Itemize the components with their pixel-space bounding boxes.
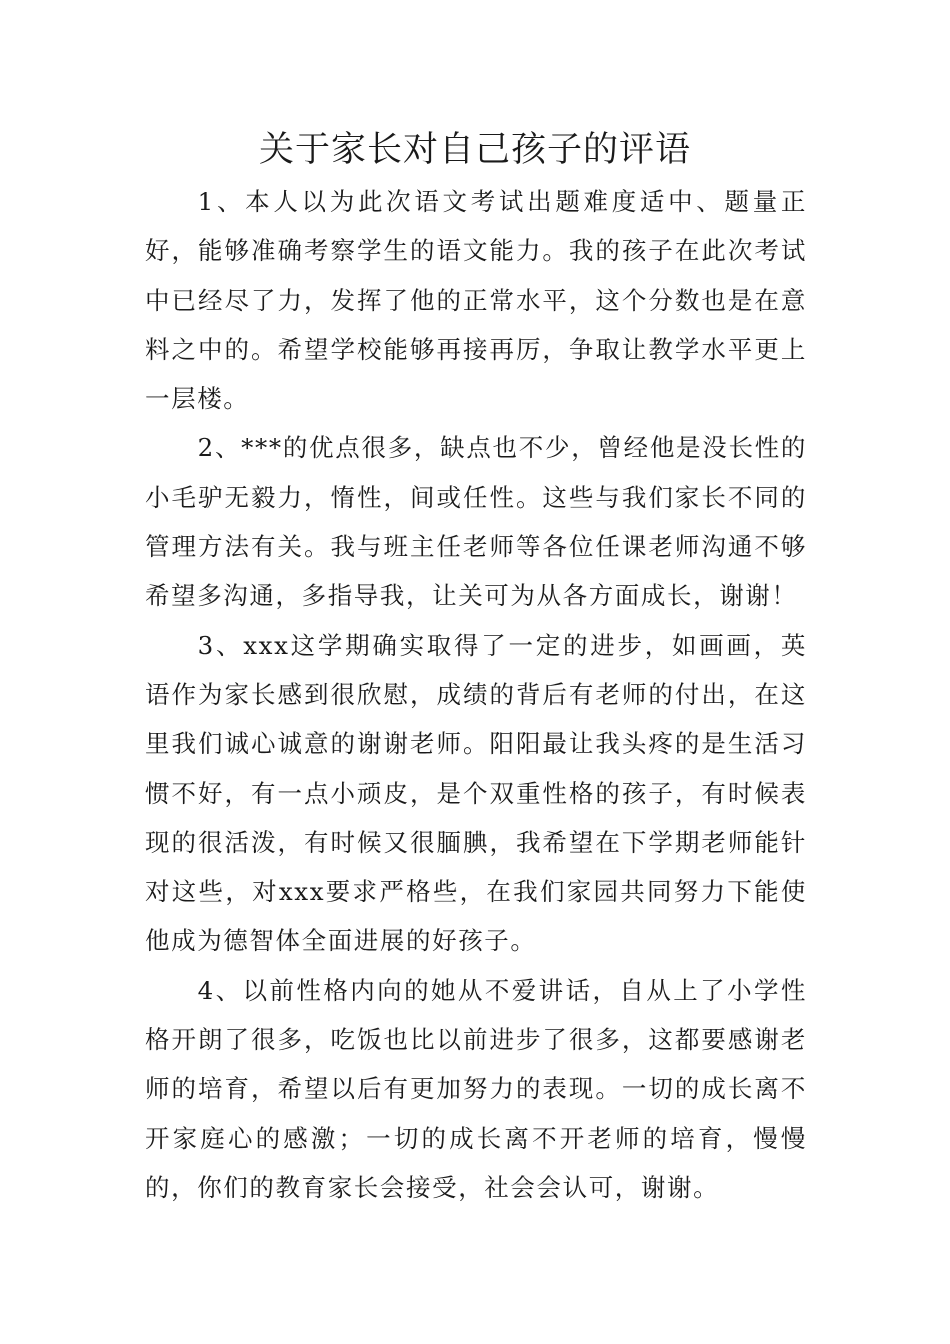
document-body bbox=[145, 177, 807, 1212]
document-title: 关于家长对自己孩子的评语 bbox=[258, 130, 691, 170]
paragraph-3: 3、xxx这学期确实取得了一定的进步，如画画，英语作为家长感到很欣慰，成绩的背后有老师的付出，在这里我们诚心诚意的谢谢老师。阳阳最让我头疼的是生活习惯不好，有一点小顽皮，是个双重性格的孩子，有时候表现的很活泼，有时候又很腼腆，我希望在下学期老师能针对这些，对xxx要求严格些，在我们家园共同努力下能使他成为德智体全面进展的好孩子。 bbox=[145, 630, 807, 956]
paragraph-1: 1、本人以为此次语文考试出题难度适中、题量正好，能够准确考察学生的语文能力。我的孩子在此次考试中已经尽了力，发挥了他的正常水平，这个分数也是在意料之中的。希望学校能够再接再厉，争取让教学水平更上一层楼。 bbox=[145, 187, 807, 414]
paragraph-2: 2、***的优点很多，缺点也不少，曾经他是没长性的小毛驴无毅力，惰性，间或任性。这些与我们家长不同的管理方法有关。我与班主任老师等各位任课老师沟通不够希望多沟通，多指导我，让关可为从各方面成长，谢谢！ bbox=[145, 433, 807, 611]
paragraph-4: 4、以前性格内向的她从不爱讲话，自从上了小学性格开朗了很多，吃饭也比以前进步了很多，这都要感谢老师的培育，希望以后有更加努力的表现。一切的成长离不开家庭心的感激；一切的成长离不开老师的培育，慢慢的，你们的教育家长会接受，社会会认可，谢谢。 bbox=[145, 975, 807, 1202]
